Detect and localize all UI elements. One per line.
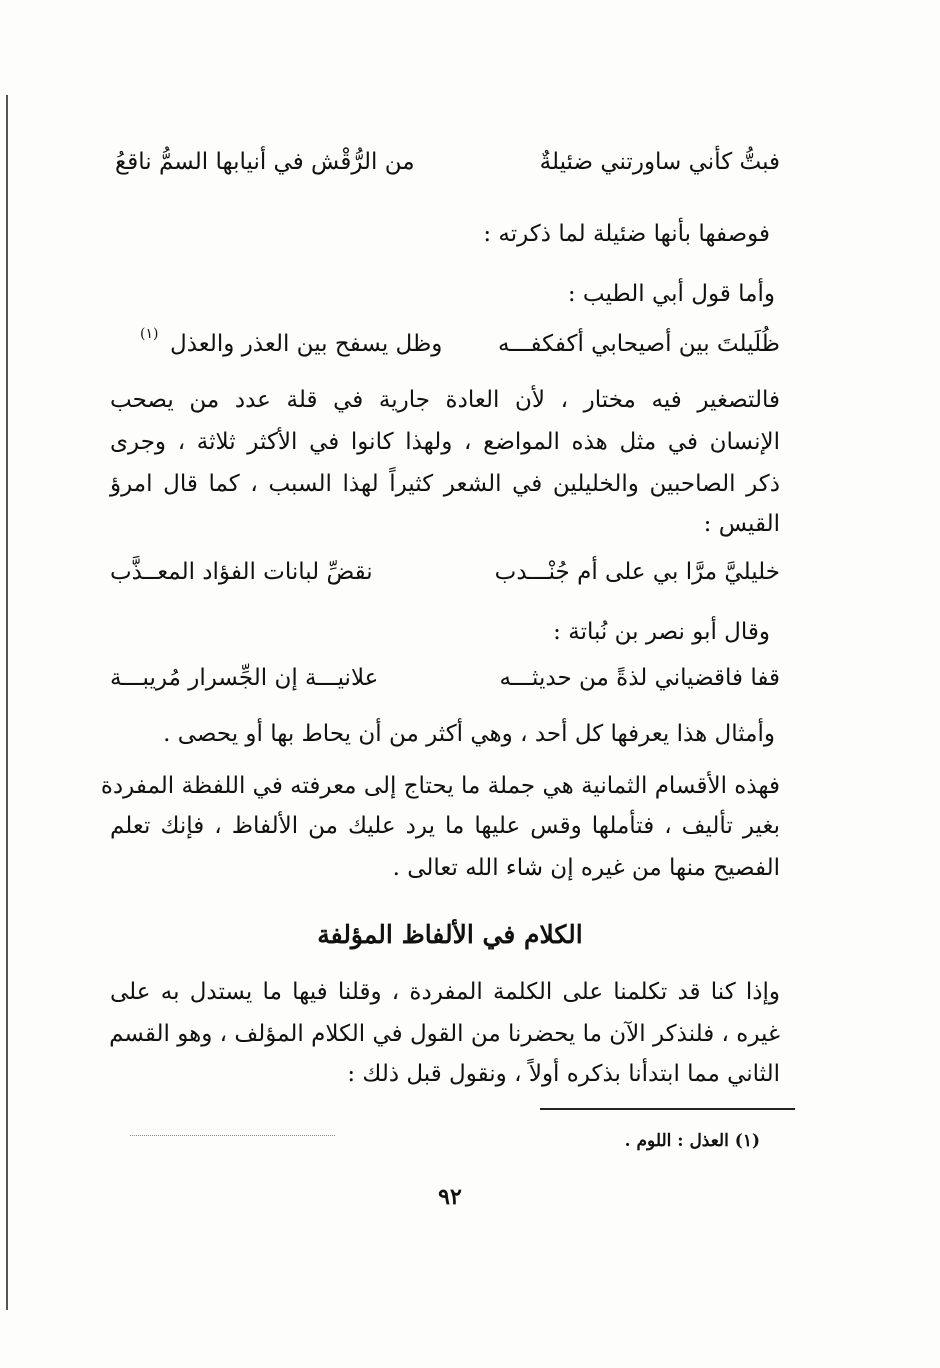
verse-1-right-half: فبتُّ كأني ساورتني ضئيلةٌ: [539, 149, 780, 175]
verse-3-left-half: نقضِّ لبانات الفؤاد المعــذَّب: [110, 559, 373, 585]
paragraph-line: الفصيح منها من غيره إن شاء الله تعالى .: [392, 855, 780, 881]
paragraph-line: وقال أبو نصر بن نُباتة :: [553, 619, 770, 645]
verse-4-left-half: علانيـــة إن الجِّسرار مُريبـــة: [110, 665, 379, 691]
page-number: ٩٢: [438, 1184, 462, 1210]
paragraph-line: وأمثال هذا يعرفها كل أحد ، وهي أكثر من أن يحاط بها أو يحصى .: [163, 721, 775, 747]
paragraph-line: الإنسان في مثل هذه المواضع ، ولهذا كانوا في الأكثر ثلاثة ، وجرى: [110, 429, 780, 455]
footnote-rule: [540, 1108, 795, 1110]
paragraph-line: القيس :: [703, 511, 780, 537]
binding-edge: [6, 95, 8, 1310]
faint-rule: [130, 1135, 335, 1137]
verse-3-right-half: خليليَّ مرَّا بي على أم جُنْـــدب: [494, 559, 780, 585]
paragraph-line: فوصفها بأنها ضئيلة لما ذكرته :: [483, 221, 770, 247]
paragraph-line: وإذا كنا قد تكلمنا على الكلمة المفردة ، وقلنا فيها ما يستدل به على: [110, 979, 780, 1005]
verse-4-right-half: قفا فاقضياني لذةً من حديثـــه: [499, 665, 780, 691]
footnote-marker: (١): [140, 326, 159, 342]
verse-2-left-half: وظل يسفح بين العذر والعذل: [170, 331, 443, 357]
paragraph-line: فهذه الأقسام الثمانية هي جملة ما يحتاج إلى معرفته في اللفظة المفردة: [100, 773, 780, 799]
verse-1-left-half: من الرُّقْش في أنيابها السمُّ ناقعُ: [115, 149, 415, 175]
paragraph-line: ذكر الصاحبين والخليلين في الشعر كثيراً لهذا السبب ، كما قال امرؤ: [110, 471, 780, 497]
paragraph-line: وأما قول أبي الطيب :: [567, 281, 775, 307]
paragraph-line: غيره ، فلنذكر الآن ما يحضرنا من القول في الكلام المؤلف ، وهو القسم: [109, 1021, 780, 1047]
verse-2-right-half: ظُلَيلتَ بين أصيحابي أكفكفـــه: [498, 331, 780, 357]
paragraph-line: بغير تأليف ، فتأملها وقس عليها ما يرد عليك من الألفاظ ، فإنك تعلم: [110, 813, 780, 839]
section-heading: الكلام في الألفاظ المؤلفة: [317, 920, 583, 949]
paragraph-line: الثاني مما ابتدأنا بذكره أولاً ، ونقول قبل ذلك :: [347, 1061, 780, 1087]
footnote: (١) العذل : اللوم .: [624, 1131, 760, 1151]
paragraph-line: فالتصغير فيه مختار ، لأن العادة جارية في قلة عدد من يصحب: [110, 387, 780, 413]
